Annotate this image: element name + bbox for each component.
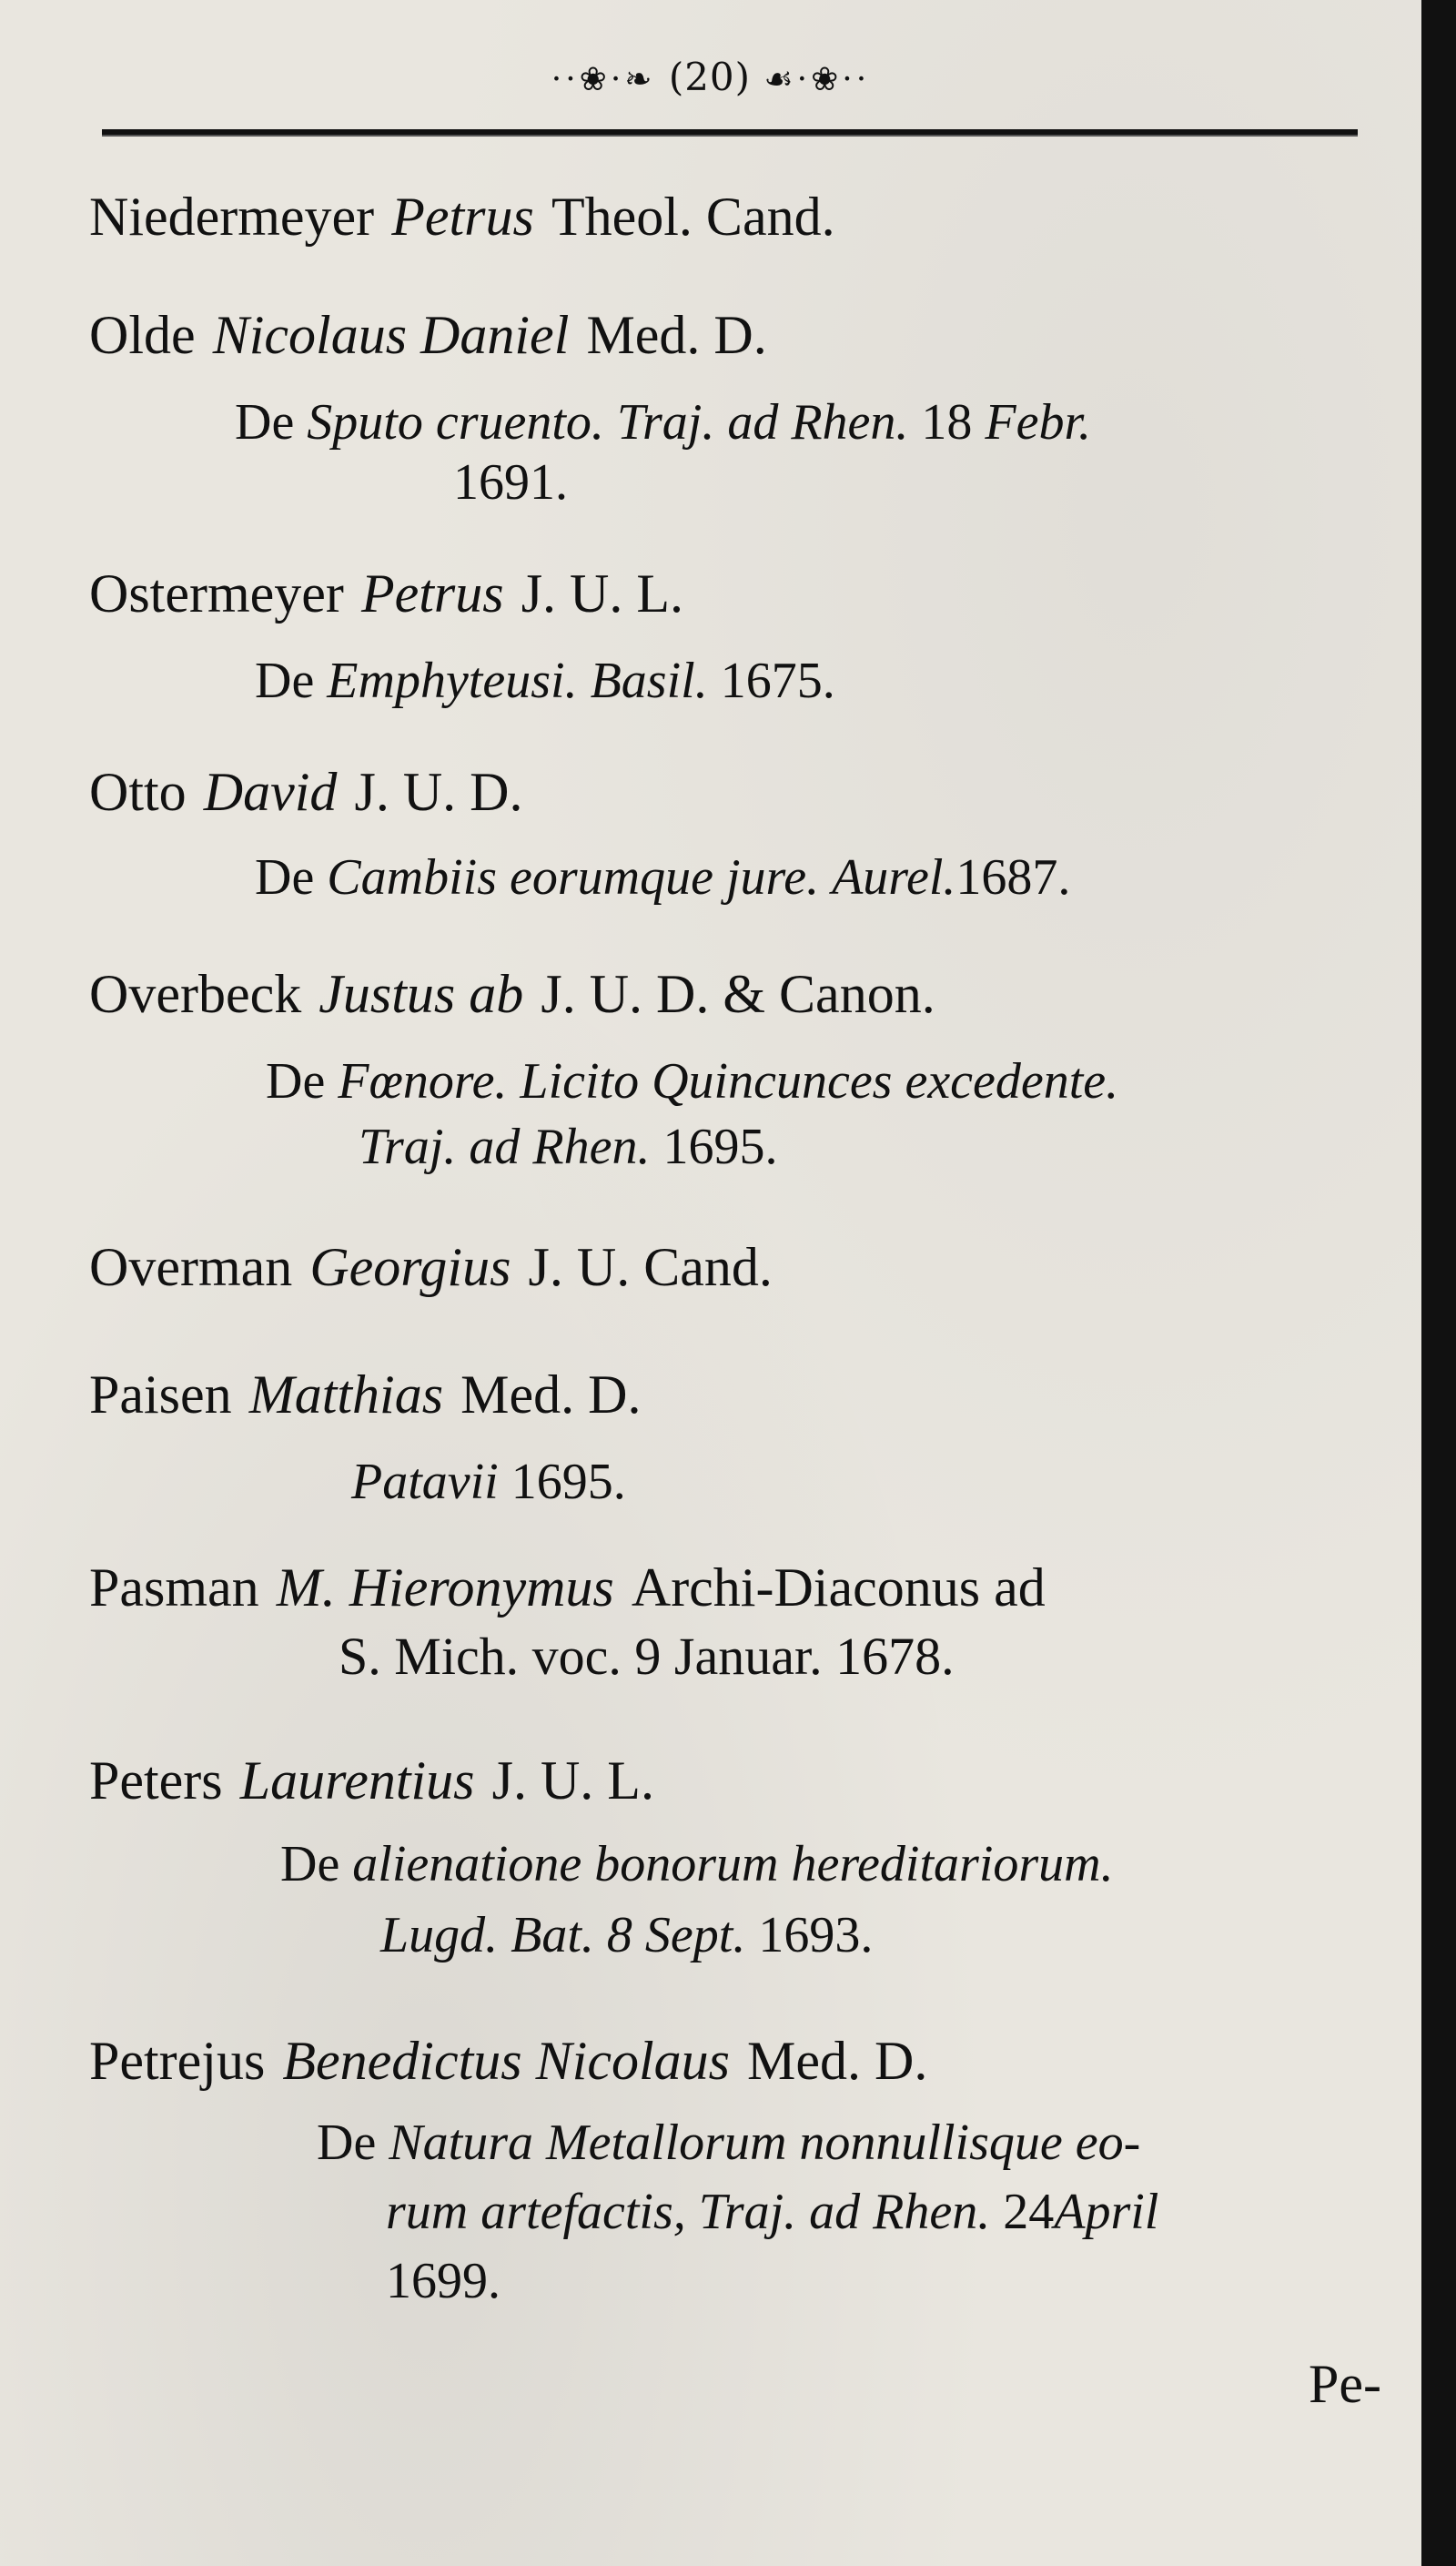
entry-given-name: M. Hieronymus [276,1557,614,1618]
entry-paisen [89,1356,1363,1433]
detail-de: De [280,1836,340,1892]
detail-de: De [266,1053,326,1110]
dissertation-year: 1675. [720,653,835,709]
detail-de: De [235,394,295,451]
ornament-right-icon: ☙·❀·· [763,61,871,98]
entry-degree: J. U. D. [354,762,523,822]
entry-surname: Paisen [89,1364,232,1425]
ornament-left-icon: ··❀·❧ [551,61,656,98]
header-rule [102,129,1358,137]
dissertation-place: Patavii [351,1454,499,1510]
entry-detail-cont [386,2174,1456,2250]
dissertation-year: 1699. [386,2253,500,2309]
entry-given-name: Petrus [391,187,534,247]
detail-de: De [255,653,315,709]
entry-detail [339,1618,1456,1695]
dissertation-place: Aurel. [832,849,956,906]
entry-peters [89,1742,1363,1819]
entry-given-name: Laurentius [239,1750,475,1810]
dissertation-day: 24 [1003,2184,1055,2240]
detail-de: De [255,849,315,906]
entry-given-name: Justus ab [318,964,524,1024]
entry-olde [89,297,1363,373]
entry-detail [255,839,1456,916]
dissertation-place: Traj. ad Rhen. [359,1119,651,1175]
entry-given-name: Georgius [309,1237,511,1297]
dissertation-year: 1695. [662,1119,778,1175]
entry-degree: J. U. D. & Canon. [541,964,935,1024]
dissertation-place: Lugd. Bat. [380,1907,594,1963]
entry-surname: Petrejus [89,2031,266,2091]
vocation-date: S. Mich. voc. 9 Januar. 1678. [339,1627,955,1686]
entry-detail-cont [359,1109,1456,1185]
entry-surname: Olde [89,305,196,365]
entry-degree: Med. D. [747,2031,928,2091]
catchword: Pe- [1309,2354,1381,2414]
dissertation-title: Natura Metallorum nonnullisque eo- [389,2115,1141,2171]
entry-otto [89,754,1363,830]
page-header [0,55,1421,99]
dissertation-place: Traj. ad Rhen. [698,2184,991,2240]
dissertation-place: Basil. [590,653,708,709]
entry-detail [280,1826,1456,1902]
entry-surname: Peters [89,1750,223,1810]
entry-detail [351,1444,1456,1520]
entry-petrejus [89,2023,1363,2099]
entry-given-name: Matthias [248,1364,444,1425]
entry-given-name: Petrus [360,563,504,624]
entry-overbeck [89,956,1363,1032]
entry-surname: Ostermeyer [89,563,344,624]
entry-given-name: Benedictus Nicolaus [282,2031,730,2091]
entry-degree: J. U. L. [491,1750,654,1810]
entry-detail [255,643,1456,719]
entry-ostermeyer [89,555,1363,632]
entry-surname: Otto [89,762,187,822]
entry-overman [89,1229,1363,1305]
entry-degree: Archi-Diaconus ad [631,1557,1046,1618]
entry-degree: J. U. Cand. [528,1237,773,1297]
dissertation-title: Sputo cruento. [307,394,604,451]
dissertation-year: 1695. [511,1454,626,1510]
entry-pasman [89,1549,1381,1626]
entry-detail [317,2105,1456,2181]
entry-detail-year [386,2243,1456,2319]
entry-surname: Niedermeyer [89,187,375,247]
entry-degree: Med. D. [586,305,767,365]
entry-degree: Med. D. [460,1364,642,1425]
dissertation-title: Emphyteusi. [327,653,578,709]
dissertation-day: 18 [921,394,973,451]
page-number: (20) [668,55,752,99]
detail-de: De [317,2115,377,2171]
dissertation-day-month: 8 Sept. [606,1907,746,1963]
dissertation-year: 1693. [758,1907,874,1963]
entry-niedermeyer [89,178,1363,255]
dissertation-month: April [1054,2184,1159,2240]
entry-surname: Pasman [89,1557,259,1618]
dissertation-year: 1687. [956,849,1071,906]
entry-degree: J. U. L. [521,563,684,624]
dissertation-place: Traj. ad Rhen. [616,394,909,451]
entry-given-name: David [203,762,338,822]
dissertation-title: Fœnore. Licito Quincunces excedente. [338,1053,1119,1110]
entry-given-name: Nicolaus Daniel [212,305,570,365]
dissertation-title-cont: rum artefactis, [386,2184,686,2240]
entry-surname: Overbeck [89,964,302,1024]
dissertation-title: alienatione bonorum hereditariorum. [352,1836,1114,1892]
dissertation-month: Febr. [985,394,1092,451]
entry-detail-cont [380,1897,1456,1973]
entry-surname: Overman [89,1237,293,1297]
entry-degree: Theol. Cand. [551,187,835,247]
dissertation-year: 1691. [453,454,568,511]
dissertation-title: Cambiis eorumque jure. [327,849,820,906]
entry-detail-year [453,444,1456,521]
